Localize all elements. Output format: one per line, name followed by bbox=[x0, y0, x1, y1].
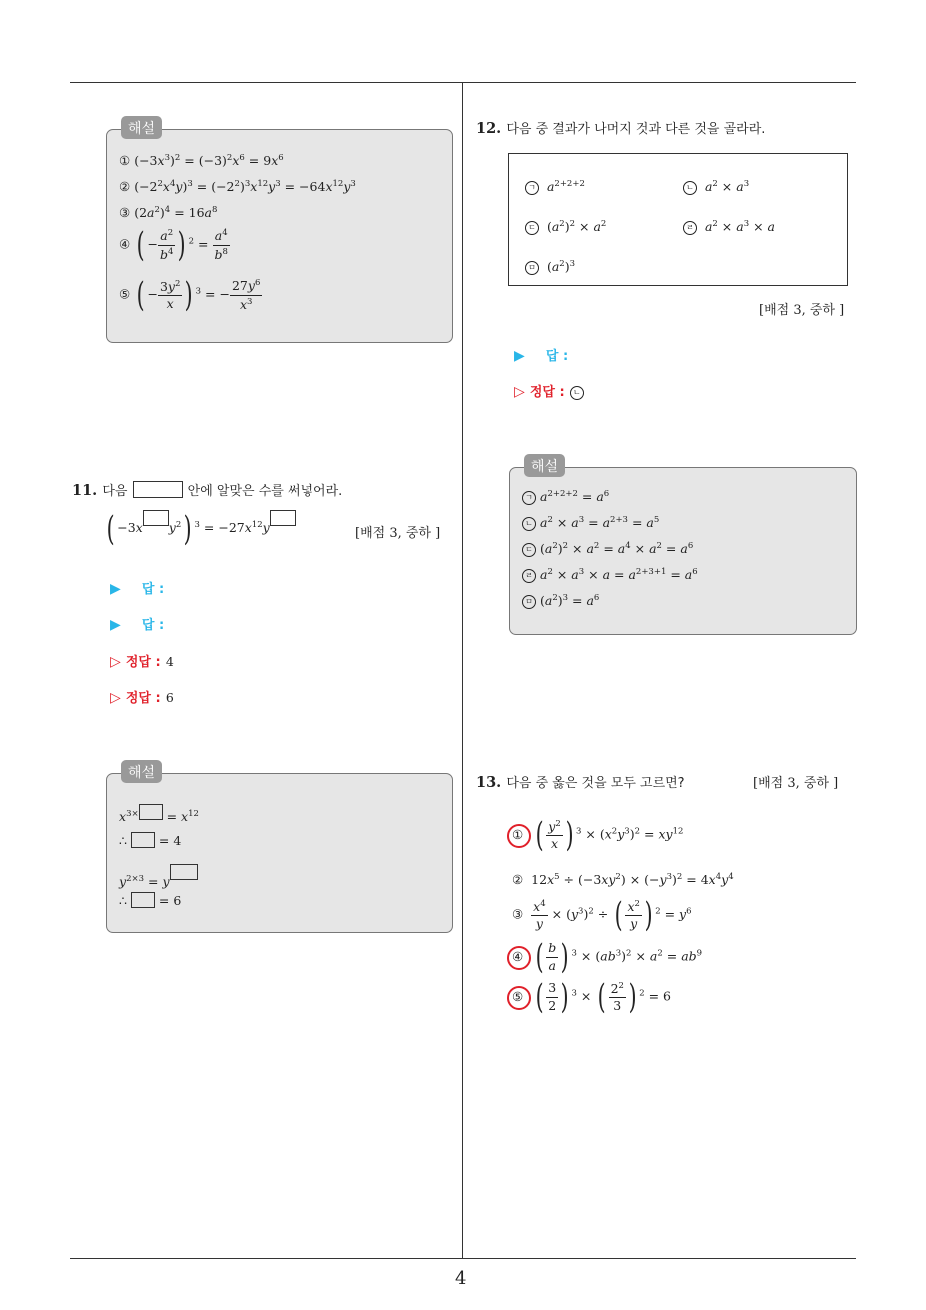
sol11-line3: $y^{2\times 3} = y$ bbox=[119, 864, 198, 889]
red-circle-mark-icon bbox=[507, 986, 531, 1010]
q11-answer-row2: ▶ 답 : bbox=[110, 617, 165, 633]
q11-header bbox=[72, 480, 342, 499]
column-divider bbox=[462, 82, 463, 1258]
q12-choice-e: ㅁ $(a^2)^3$ bbox=[525, 260, 575, 275]
filled-triangle-right-icon: ▶ bbox=[110, 581, 121, 597]
q13-score: [배점 3, 중하 ] bbox=[753, 776, 839, 791]
q11-correct-row1: ▷ 정답 : 4 bbox=[110, 654, 174, 670]
q12-text: 다음 중 결과가 나머지 것과 다른 것을 골라라. bbox=[506, 122, 766, 137]
sol11-line2: ∴ = 4 bbox=[119, 833, 182, 848]
q12-choice-c: ㄷ $(a^2)^2 \times a^2$ bbox=[525, 220, 606, 235]
sol10-line3: ③ $(2a^2)^4 = 16a^8$ bbox=[119, 205, 218, 220]
bottom-rule bbox=[70, 1258, 856, 1259]
q11-blank-box bbox=[133, 481, 183, 498]
sol11-line4: ∴ = 6 bbox=[119, 893, 182, 908]
q12-choices-box bbox=[508, 153, 848, 286]
sol10-line1: ① $(-3x^3)^2 = (-3)^2x^6 = 9x^6$ bbox=[119, 153, 284, 168]
outline-triangle-right-icon: ▷ bbox=[514, 384, 525, 400]
q12-answer-row: ▶ 답 : bbox=[514, 348, 569, 364]
sol12-line5: ㅁ $(a^2)^3 = a^6$ bbox=[522, 594, 599, 609]
q12-choice-a: ㄱ $a^{2+2+2}$ bbox=[525, 180, 585, 195]
solution-label: 해설 bbox=[121, 116, 162, 139]
filled-triangle-right-icon: ▶ bbox=[514, 348, 525, 364]
solution-box-q10 bbox=[106, 121, 453, 343]
q12-number: 12. bbox=[476, 120, 502, 137]
q13-choice-1: ① ( $\frac{y^2}{x}$ ) $^3 \times (x^2y^3)^2 = xy^{12}$ bbox=[512, 818, 683, 852]
q12-choice-b: ㄴ $a^2 \times a^3$ bbox=[683, 180, 749, 195]
q13-choice-2: ② $12x^5 \div (-3xy^2) \times (-y^3)^2 = 4x^4y^4$ bbox=[512, 872, 734, 887]
q11-text-before: 다음 bbox=[102, 484, 128, 499]
red-circle-mark-icon bbox=[507, 946, 531, 970]
q11-number: 11. bbox=[72, 482, 98, 499]
solution-box-q12 bbox=[509, 459, 857, 635]
sol10-line4: ④ ( − $\frac{a^2}{b^4}$ ) $^2$ = $\frac{a^4}{b^8}$ bbox=[119, 225, 228, 265]
sol10-line5: ⑤ ( − $\frac{3y^2}{x}$ ) $^3$ = − $\frac{27y^6}{x^3}$ bbox=[119, 275, 261, 315]
solution-box-q11 bbox=[106, 765, 453, 933]
top-rule bbox=[70, 82, 856, 83]
sol12-line1: ㄱ $a^{2+2+2} = a^6$ bbox=[522, 490, 609, 505]
q11-score: [배점 3, 중하 ] bbox=[355, 526, 441, 541]
q13-number: 13. bbox=[476, 774, 502, 791]
q12-choice-d: ㄹ $a^2 \times a^3 \times a$ bbox=[683, 220, 775, 235]
red-circle-mark-icon bbox=[507, 824, 531, 848]
q12-correct-row: ▷ 정답 : ㄴ bbox=[514, 381, 584, 400]
q13-choice-4: ④ ( $\frac{b}{a}$ ) $^3 \times (ab^3)^2 \times a^2 = ab^9$ bbox=[512, 940, 702, 974]
q13-text: 다음 중 옳은 것을 모두 고르면? bbox=[506, 776, 685, 791]
outline-triangle-right-icon: ▷ bbox=[110, 654, 121, 670]
q11-text-after: 안에 알맞은 수를 써넣어라. bbox=[187, 484, 343, 499]
sol12-line3: ㄷ $(a^2)^2 \times a^2 = a^4 \times a^2 = a^6$ bbox=[522, 542, 693, 557]
q11-answer-row1: ▶ 답 : bbox=[110, 581, 165, 597]
sol12-line4: ㄹ $a^2 \times a^3 \times a = a^{2+3+1} = a^6$ bbox=[522, 568, 698, 583]
solution-label: 해설 bbox=[121, 760, 162, 783]
q12-header bbox=[476, 118, 765, 137]
sol12-line2: ㄴ $a^2 \times a^3 = a^{2+3} = a^5$ bbox=[522, 516, 659, 531]
q13-choice-3: ③ $\frac{x^4}{y}$ × $(y^3)^2$ ÷ ( $\frac{x^2}{y}$ ) $^2 = y^6$ bbox=[512, 895, 692, 935]
solution-label: 해설 bbox=[524, 454, 565, 477]
q11-equation: ( −3x $y^2$) $^3 = -27x^{12}y$ bbox=[104, 510, 296, 546]
filled-triangle-right-icon: ▶ bbox=[110, 617, 121, 633]
q11-correct-row2: ▷ 정답 : 6 bbox=[110, 690, 174, 706]
q12-score: [배점 3, 중하 ] bbox=[759, 303, 845, 318]
q13-header bbox=[476, 772, 685, 791]
page-number: 4 bbox=[455, 1268, 467, 1289]
sol10-line2: ② $(-2^2x^4y)^3 = (-2^2)^3x^{12}y^3 = -64x^{12}y^3$ bbox=[119, 179, 356, 194]
q13-choice-5: ⑤ ( $\frac{3}{2}$ ) $^3$ × ( $\frac{2^2}{3}$ ) $^2$ = 6 bbox=[512, 980, 671, 1014]
sol11-line1: $x^{3\times} = x^{12}$ bbox=[119, 804, 199, 824]
outline-triangle-right-icon: ▷ bbox=[110, 690, 121, 706]
